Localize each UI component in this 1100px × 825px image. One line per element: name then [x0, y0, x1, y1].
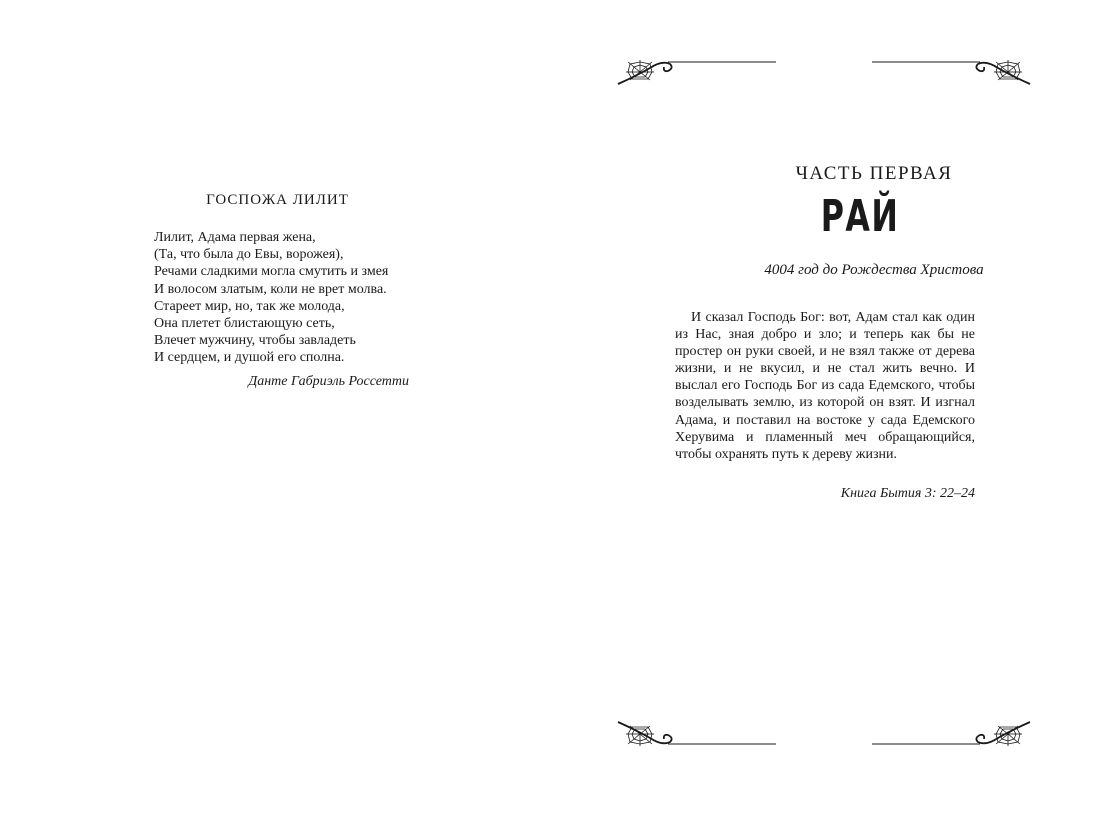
epigraph-source: Книга Бытия 3: 22–24: [840, 486, 975, 501]
poem-line: И сердцем, и душой его сполна.: [154, 350, 345, 366]
epigraph-quote: И сказал Господь Бог: вот, Адам стал как один из Нас, зная добро и зло; и теперь как бы не простер он руки своей, и не взял также от дерева жизни, и не вкусил, и не стал жить вечно. И выслал его Господь Бог из сада Едемского, чтобы возделывать землю, из которой он взят. И изгнал Адама, и поставил на востоке у сада Едемского Херувима и пламенный меч обращающийся, чтобы охранять путь к дереву жизни.: [675, 310, 975, 462]
poem-title: ГОСПОЖА ЛИЛИТ: [206, 192, 349, 208]
poem-line: Она плетет блистающую сеть,: [154, 316, 335, 332]
right-page: [550, 0, 1100, 825]
epigraph-date: 4004 год до Рождества Христова: [764, 262, 984, 278]
spiderweb-flourish-icon: [870, 716, 1032, 752]
poem-line: Лилит, Адама первая жена,: [154, 230, 316, 245]
part-label: ЧАСТЬ ПЕРВАЯ: [795, 163, 953, 184]
poem: [154, 229, 414, 367]
spiderweb-flourish-icon: [870, 54, 1032, 90]
spiderweb-flourish-icon: [616, 54, 778, 90]
poem-author: Данте Габриэль Россетти: [248, 374, 409, 389]
poem-line: Влечет мужчину, чтобы завладеть: [154, 333, 356, 349]
poem-line: (Та, что была до Евы, ворожея),: [154, 247, 344, 263]
part-title: РАЙ: [820, 191, 900, 242]
poem-line: Стареет мир, но, так же молода,: [154, 298, 345, 314]
spiderweb-flourish-icon: [616, 716, 778, 752]
poem-line: Речами сладкими могла смутить и змея: [154, 264, 389, 280]
poem-line: И волосом златым, коли не врет молва.: [154, 281, 387, 297]
